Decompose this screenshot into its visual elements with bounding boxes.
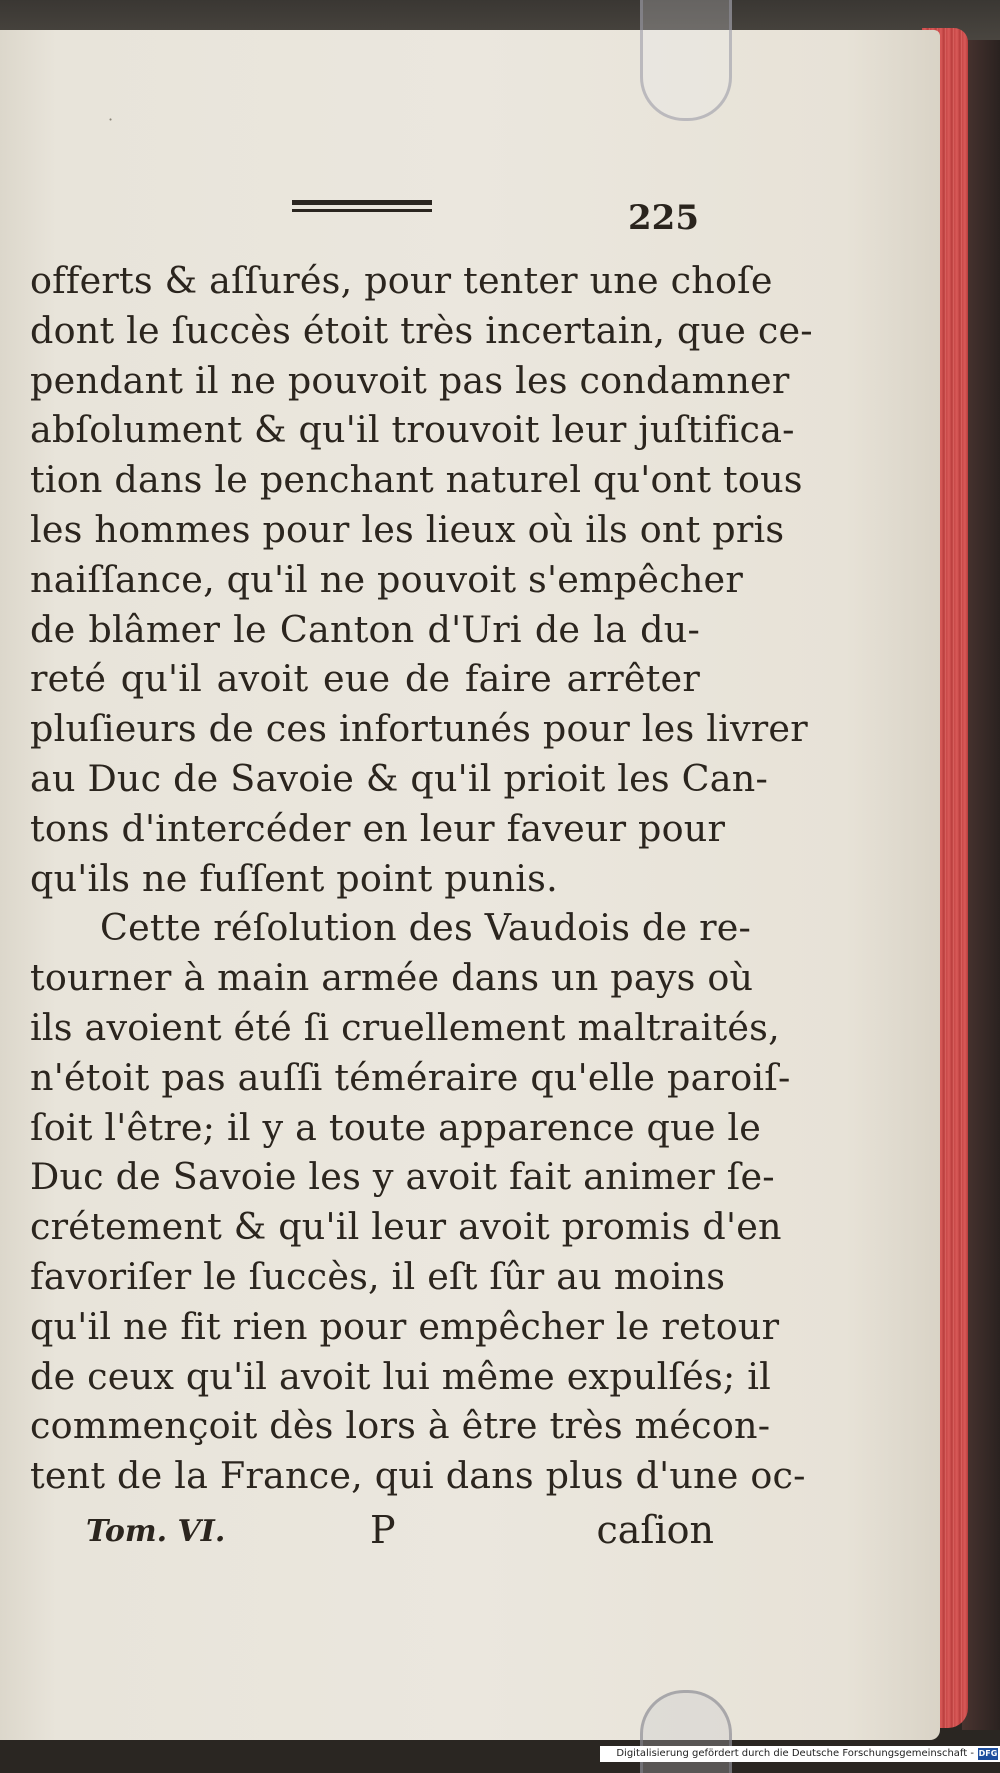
text-line: tourner à main armée dans un pays où bbox=[30, 956, 754, 1000]
header-rule bbox=[292, 200, 432, 212]
text-line: pluſieurs de ces infortunés pour les livrer bbox=[30, 707, 808, 751]
dfg-logo: DFG bbox=[978, 1749, 998, 1758]
text-line: tent de la France, qui dans plus d'une oc- bbox=[30, 1454, 806, 1498]
text-line: de blâmer le Canton d'Uri de la du- bbox=[30, 607, 700, 651]
text-line: au Duc de Savoie & qu'il prioit les Can- bbox=[30, 756, 768, 800]
text-line: dont le ſuccès étoit très incertain, que ce- bbox=[30, 308, 813, 352]
text-line: naiſſance, qu'il ne pouvoit s'empêcher bbox=[30, 557, 743, 601]
text-line: Duc de Savoie les y avoit fait animer ſe- bbox=[30, 1155, 775, 1199]
text-line: pendant il ne pouvoit pas les condamner bbox=[30, 358, 790, 402]
text-line: les hommes pour les lieux où ils ont pris bbox=[30, 507, 785, 551]
text-line: commençoit dès lors à être très mécon- bbox=[30, 1404, 771, 1448]
page-clip-top bbox=[640, 0, 732, 121]
text-line: crétement & qu'il leur avoit promis d'en bbox=[30, 1205, 782, 1249]
signature-mark: P bbox=[370, 1508, 396, 1552]
page-footer bbox=[30, 1508, 714, 1558]
digitization-credit bbox=[600, 1746, 1000, 1762]
text-line: qu'il ne fit rien pour empêcher le retour bbox=[30, 1304, 780, 1348]
paper-speck: · bbox=[108, 110, 114, 129]
text-line: de ceux qu'il avoit lui même expulſés; il bbox=[30, 1354, 771, 1398]
text-line: offerts & aſſurés, pour tenter une choſe bbox=[30, 259, 773, 302]
text-line: tion dans le penchant naturel qu'ont tous bbox=[30, 458, 803, 502]
page-number: 225 bbox=[628, 198, 699, 238]
text-line: ils avoient été ſi cruellement maltraités, bbox=[30, 1005, 780, 1049]
paragraph-start-line: Cette réſolution des Vaudois de re- bbox=[100, 906, 752, 950]
credit-text: Digitalisierung gefördert durch die Deutsche Forschungsgemeinschaft - bbox=[616, 1748, 974, 1759]
volume-label: Tom. VI. bbox=[86, 1514, 226, 1549]
text-line: ſoit l'être; il y a toute apparence que le bbox=[30, 1105, 762, 1149]
text-line: n'étoit pas auſſi téméraire qu'elle paroiſ- bbox=[30, 1055, 791, 1099]
text-line: favoriſer le ſuccès, il eſt ſûr au moins bbox=[30, 1254, 726, 1298]
text-line: tons d'intercéder en leur faveur pour bbox=[30, 806, 726, 850]
body-text bbox=[30, 256, 813, 1501]
text-line: abſolument & qu'il trouvoit leur juſtifica- bbox=[30, 408, 795, 452]
catchword: caſion bbox=[596, 1508, 714, 1552]
text-line: qu'ils ne fuſſent point punis. bbox=[30, 856, 558, 900]
text-line: reté qu'il avoit eue de faire arrêter bbox=[30, 657, 700, 701]
